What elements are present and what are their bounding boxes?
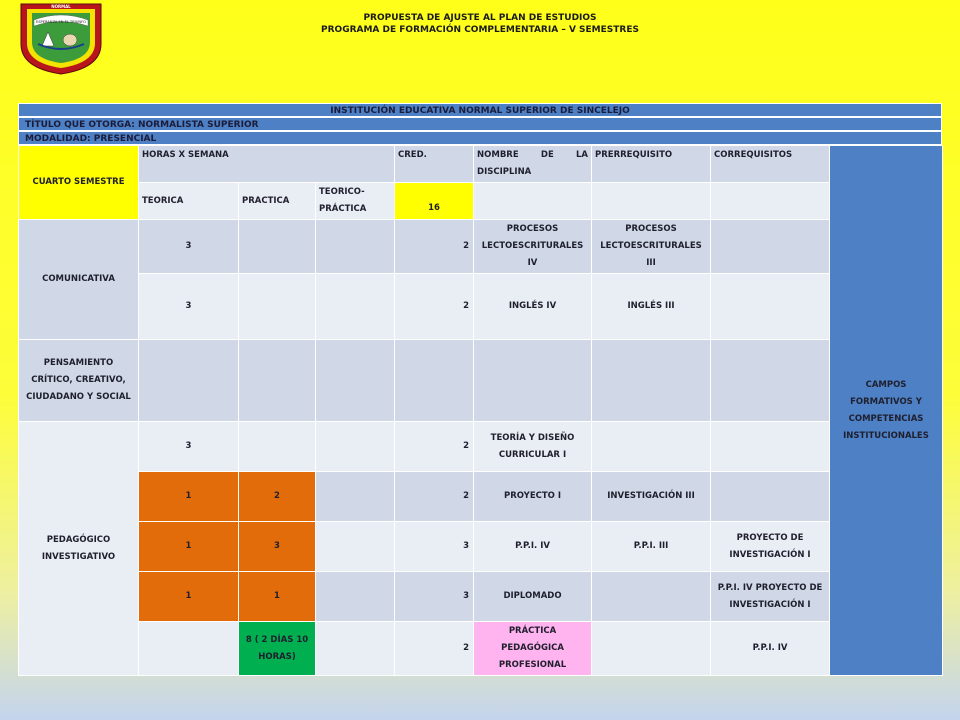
prereq-cell: INGLÉS III [592, 274, 711, 340]
theory-cell: 1 [139, 472, 239, 522]
practice-cell [239, 340, 316, 422]
coreq-cell [711, 274, 830, 340]
practice-cell [239, 422, 316, 472]
credits-cell [395, 340, 474, 422]
theory-practice-cell [316, 572, 395, 622]
coreq-cell: P.P.I. IV PROYECTO DE INVESTIGACIÓN I [711, 572, 830, 622]
discipline-cell: DIPLOMADO [474, 572, 592, 622]
prereq-cell: PROCESOS LECTOESCRITURALES III [592, 220, 711, 274]
prereq-cell: P.P.I. III [592, 522, 711, 572]
theory-practice-cell [316, 622, 395, 676]
credits-cell: 3 [395, 572, 474, 622]
table-row [19, 522, 943, 572]
discipline-cell: PRÁCTICA PEDAGÓGICA PROFESIONAL [474, 622, 592, 676]
theory-header: TEORICA [139, 183, 239, 220]
coreq-cell: PROYECTO DE INVESTIGACIÓN I [711, 522, 830, 572]
discipline-cell [474, 340, 592, 422]
coreq-cell [711, 422, 830, 472]
practice-cell: 8 ( 2 DÍAS 10 HORAS) [239, 622, 316, 676]
theory-cell: 3 [139, 422, 239, 472]
discipline-cell: INGLÉS IV [474, 274, 592, 340]
credits-cell: 2 [395, 274, 474, 340]
area-pedagogico: PEDAGÓGICO INVESTIGATIVO [19, 422, 139, 676]
practice-cell [239, 274, 316, 340]
hours-week-header: HORAS X SEMANA [139, 146, 395, 183]
theory-practice-header: TEORICO-PRÁCTICA [316, 183, 395, 220]
theory-practice-cell [316, 340, 395, 422]
table-row [19, 274, 943, 340]
study-plan-table [18, 103, 942, 676]
table-row [19, 220, 943, 274]
coreq-cell: P.P.I. IV [711, 622, 830, 676]
prereq-header: PRERREQUISITO [592, 146, 711, 183]
credits-cell: 3 [395, 522, 474, 572]
practice-cell: 3 [239, 522, 316, 572]
practice-header: PRACTICA [239, 183, 316, 220]
discipline-header: NOMBRE DE LA DISCIPLINA [474, 146, 592, 183]
campos-cell: CAMPOS FORMATIVOS Y COMPETENCIAS INSTITUCIONALES [830, 146, 943, 676]
discipline-cell: PROCESOS LECTOESCRITURALES IV [474, 220, 592, 274]
theory-cell: 3 [139, 220, 239, 274]
area-pensamiento: PENSAMIENTO CRÍTICO, CREATIVO, CIUDADANO Y SOCIAL [19, 340, 139, 422]
credits-cell: 2 [395, 622, 474, 676]
theory-cell [139, 340, 239, 422]
logo-arc-text: NORMAL [51, 4, 71, 9]
table-row [19, 572, 943, 622]
header-line-2: PROGRAMA DE FORMACIÓN COMPLEMENTARIA – V SEMESTRES [321, 25, 639, 35]
institution-bar: INSTITUCIÓN EDUCATIVA NORMAL SUPERIOR DE SINCELEJO [18, 103, 942, 117]
semester-cell: CUARTO SEMESTRE [19, 146, 139, 220]
header-line-1: PROPUESTA DE AJUSTE AL PLAN DE ESTUDIOS [363, 13, 597, 23]
discipline-cell: PROYECTO I [474, 472, 592, 522]
theory-cell: 1 [139, 572, 239, 622]
coreq-cell [711, 340, 830, 422]
theory-practice-cell [316, 422, 395, 472]
practice-cell: 2 [239, 472, 316, 522]
theory-practice-cell [316, 472, 395, 522]
table-row [19, 422, 943, 472]
title-awarded-bar: TÍTULO QUE OTORGA: NORMALISTA SUPERIOR [18, 117, 942, 131]
area-comunicativa: COMUNICATIVA [19, 220, 139, 340]
practice-cell [239, 220, 316, 274]
theory-practice-cell [316, 522, 395, 572]
prereq-cell [592, 622, 711, 676]
practice-cell: 1 [239, 572, 316, 622]
prereq-cell [592, 572, 711, 622]
theory-practice-cell [316, 274, 395, 340]
credits-cell: 2 [395, 220, 474, 274]
prereq-cell [592, 422, 711, 472]
theory-practice-cell [316, 220, 395, 274]
coreq-header: CORREQUISITOS [711, 146, 830, 183]
school-crest-logo [18, 0, 104, 76]
prereq-cell: INVESTIGACIÓN III [592, 472, 711, 522]
coreq-cell [711, 472, 830, 522]
modality-bar: MODALIDAD: PRESENCIAL [18, 131, 942, 145]
credits-cell: 2 [395, 422, 474, 472]
total-credits-cell [395, 183, 474, 220]
coreq-cell [711, 220, 830, 274]
table-row [19, 340, 943, 422]
page-header [180, 12, 780, 36]
table-row [19, 472, 943, 522]
prereq-cell [592, 340, 711, 422]
discipline-cell: TEORÍA Y DISEÑO CURRICULAR I [474, 422, 592, 472]
theory-cell: 3 [139, 274, 239, 340]
total-credits-value: 16 [428, 202, 440, 213]
logo-banner-text: ESPERANZA EN EL TRIUNFO [35, 20, 87, 24]
curriculum-grid [18, 145, 943, 676]
credits-cell: 2 [395, 472, 474, 522]
credits-header: CRED. [395, 146, 474, 183]
theory-cell [139, 622, 239, 676]
discipline-cell: P.P.I. IV [474, 522, 592, 572]
table-row [19, 622, 943, 676]
theory-cell: 1 [139, 522, 239, 572]
